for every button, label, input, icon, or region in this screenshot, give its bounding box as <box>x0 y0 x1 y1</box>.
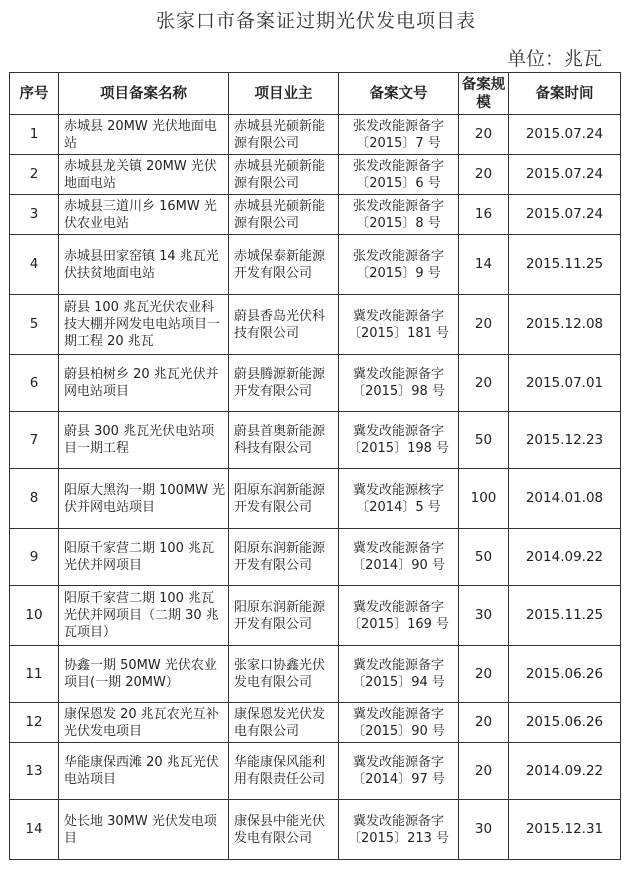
row-project-name: 赤城县田家窑镇 14 兆瓦光伏扶贫地面电站 <box>59 235 229 295</box>
row-project-name: 赤城县三道川乡 16MW 光伏农业电站 <box>59 195 229 235</box>
row-filing-number: 冀发改能源备字〔2015〕98 号 <box>339 355 459 412</box>
row-filing-number: 冀发改能源备字〔2014〕97 号 <box>339 743 459 800</box>
table-row <box>10 743 621 800</box>
row-filing-number: 张发改能源备字〔2015〕7 号 <box>339 115 459 155</box>
unit-label: 单位：兆瓦 <box>506 48 602 70</box>
row-scale: 30 <box>459 586 509 646</box>
table-row <box>10 155 621 195</box>
row-filing-number: 张发改能源备字〔2015〕9 号 <box>339 235 459 295</box>
row-scale: 20 <box>459 295 509 355</box>
row-scale: 16 <box>459 195 509 235</box>
row-owner: 赤城保泰新能源开发有限公司 <box>229 235 339 295</box>
table-row <box>10 235 621 295</box>
row-number: 6 <box>10 355 59 412</box>
row-scale: 50 <box>459 529 509 586</box>
table-row <box>10 355 621 412</box>
row-owner: 蔚县香岛光伏科技有限公司 <box>229 295 339 355</box>
row-date: 2015.12.08 <box>509 295 621 355</box>
row-project-name: 蔚县 300 兆瓦光伏电站项目一期工程 <box>59 412 229 469</box>
row-filing-number: 冀发改能源备字〔2015〕94 号 <box>339 646 459 703</box>
row-date: 2015.07.24 <box>509 155 621 195</box>
row-filing-number: 冀发改能源核字〔2014〕5 号 <box>339 469 459 529</box>
row-date: 2015.12.31 <box>509 800 621 860</box>
row-scale: 20 <box>459 703 509 743</box>
row-owner: 华能康保风能利用有限责任公司 <box>229 743 339 800</box>
row-scale: 50 <box>459 412 509 469</box>
row-number: 10 <box>10 586 59 646</box>
project-table <box>9 72 621 860</box>
row-project-name: 处长地 30MW 光伏发电项目 <box>59 800 229 860</box>
row-date: 2015.07.01 <box>509 355 621 412</box>
row-number: 5 <box>10 295 59 355</box>
row-number: 8 <box>10 469 59 529</box>
row-date: 2015.07.24 <box>509 195 621 235</box>
table-row <box>10 295 621 355</box>
table-body <box>10 115 621 860</box>
row-project-name: 华能康保西滩 20 兆瓦光伏电站项目 <box>59 743 229 800</box>
row-owner: 阳原东润新能源开发有限公司 <box>229 529 339 586</box>
row-number: 13 <box>10 743 59 800</box>
table-row <box>10 703 621 743</box>
header-no: 序号 <box>10 73 59 115</box>
row-owner: 蔚县腾源新能源开发有限公司 <box>229 355 339 412</box>
row-scale: 20 <box>459 355 509 412</box>
table-row <box>10 646 621 703</box>
row-owner: 阳原东润新能源开发有限公司 <box>229 469 339 529</box>
row-date: 2015.06.26 <box>509 703 621 743</box>
table-row <box>10 800 621 860</box>
row-scale: 14 <box>459 235 509 295</box>
row-date: 2015.07.24 <box>509 115 621 155</box>
row-number: 1 <box>10 115 59 155</box>
row-project-name: 阳原千家营二期 100 兆瓦光伏并网项目（二期 30 兆瓦项目） <box>59 586 229 646</box>
row-number: 11 <box>10 646 59 703</box>
row-filing-number: 冀发改能源备字〔2014〕90 号 <box>339 529 459 586</box>
row-project-name: 赤城县 20MW 光伏地面电站 <box>59 115 229 155</box>
row-number: 9 <box>10 529 59 586</box>
row-project-name: 蔚县 100 兆瓦光伏农业科技大棚并网发电电站项目一期工程 20 兆瓦 <box>59 295 229 355</box>
row-number: 3 <box>10 195 59 235</box>
row-filing-number: 冀发改能源备字〔2015〕213 号 <box>339 800 459 860</box>
row-filing-number: 张发改能源备字〔2015〕8 号 <box>339 195 459 235</box>
table-row <box>10 115 621 155</box>
row-scale: 20 <box>459 115 509 155</box>
row-scale: 20 <box>459 743 509 800</box>
row-date: 2014.09.22 <box>509 743 621 800</box>
row-owner: 赤城县光硕新能源有限公司 <box>229 195 339 235</box>
row-scale: 100 <box>459 469 509 529</box>
row-filing-number: 冀发改能源备字〔2015〕181 号 <box>339 295 459 355</box>
row-date: 2014.09.22 <box>509 529 621 586</box>
row-project-name: 阳原千家营二期 100 兆瓦光伏并网项目 <box>59 529 229 586</box>
row-owner: 赤城县光硕新能源有限公司 <box>229 155 339 195</box>
row-number: 14 <box>10 800 59 860</box>
header-name: 项目备案名称 <box>59 73 229 115</box>
header-date: 备案时间 <box>509 73 621 115</box>
row-number: 4 <box>10 235 59 295</box>
table-row <box>10 586 621 646</box>
row-owner: 康保恩发光伏发电有限公司 <box>229 703 339 743</box>
row-date: 2015.11.25 <box>509 235 621 295</box>
row-owner: 张家口协鑫光伏发电有限公司 <box>229 646 339 703</box>
row-number: 2 <box>10 155 59 195</box>
row-date: 2015.11.25 <box>509 586 621 646</box>
row-owner: 蔚县首奥新能源科技有限公司 <box>229 412 339 469</box>
row-number: 12 <box>10 703 59 743</box>
row-scale: 20 <box>459 155 509 195</box>
row-number: 7 <box>10 412 59 469</box>
row-filing-number: 冀发改能源备字〔2015〕90 号 <box>339 703 459 743</box>
row-owner: 康保县中能光伏发电有限公司 <box>229 800 339 860</box>
row-owner: 赤城县光硕新能源有限公司 <box>229 115 339 155</box>
header-scale: 备案规模 <box>459 73 509 115</box>
row-owner: 阳原东润新能源开发有限公司 <box>229 586 339 646</box>
row-filing-number: 冀发改能源备字〔2015〕169 号 <box>339 586 459 646</box>
row-scale: 20 <box>459 646 509 703</box>
row-project-name: 阳原大黑沟一期 100MW 光伏并网电站项目 <box>59 469 229 529</box>
row-project-name: 蔚县柏树乡 20 兆瓦光伏并网电站项目 <box>59 355 229 412</box>
row-date: 2015.12.23 <box>509 412 621 469</box>
table-row <box>10 195 621 235</box>
header-owner: 项目业主 <box>229 73 339 115</box>
page-title: 张家口市备案证过期光伏发电项目表 <box>155 10 476 32</box>
row-filing-number: 张发改能源备字〔2015〕6 号 <box>339 155 459 195</box>
row-scale: 30 <box>459 800 509 860</box>
table-row <box>10 469 621 529</box>
table-row <box>10 529 621 586</box>
row-date: 2014.01.08 <box>509 469 621 529</box>
row-project-name: 赤城县龙关镇 20MW 光伏地面电站 <box>59 155 229 195</box>
header-row <box>10 73 621 115</box>
row-project-name: 康保恩发 20 兆瓦农光互补光伏发电项目 <box>59 703 229 743</box>
row-date: 2015.06.26 <box>509 646 621 703</box>
row-filing-number: 冀发改能源备字〔2015〕198 号 <box>339 412 459 469</box>
header-doc: 备案文号 <box>339 73 459 115</box>
table-row <box>10 412 621 469</box>
row-project-name: 协鑫一期 50MW 光伏农业项目(一期 20MW） <box>59 646 229 703</box>
